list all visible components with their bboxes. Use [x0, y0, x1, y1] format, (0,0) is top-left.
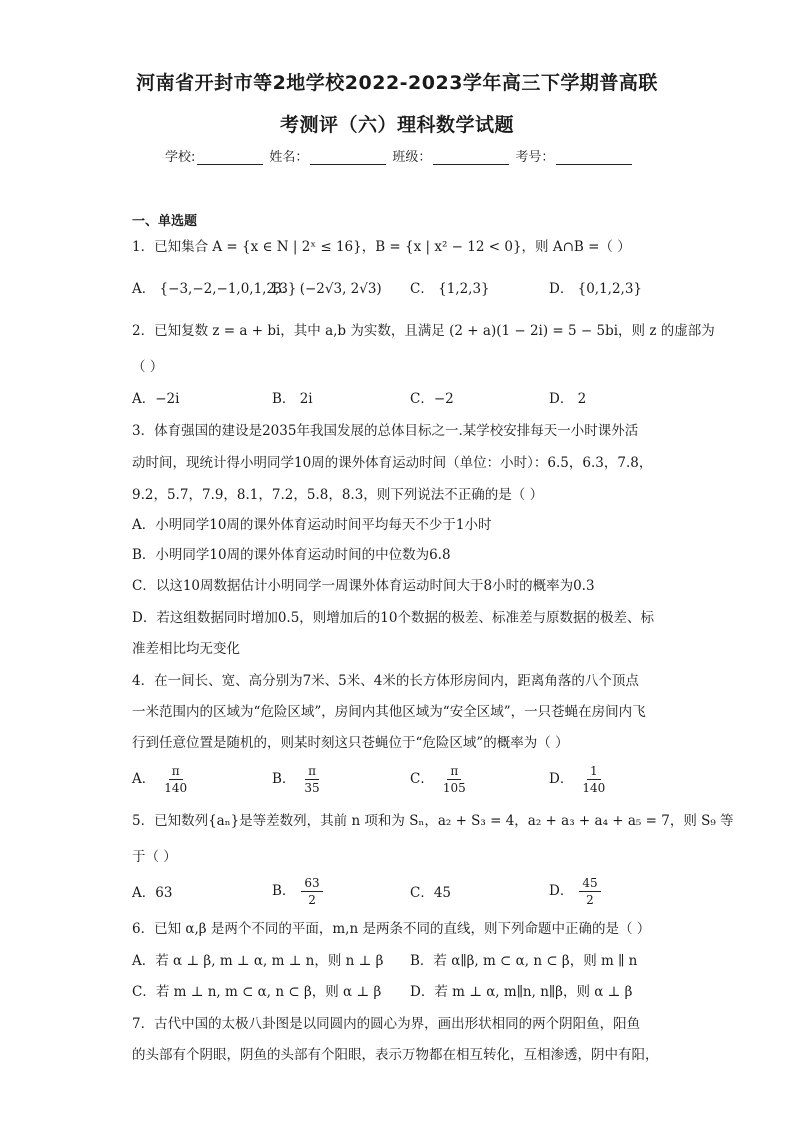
q7-stem-line-1: 7．古代中国的太极八卦图是以同圆内的圆心为界，画出形状相同的两个阴阳鱼，阳鱼 [132, 1016, 641, 1032]
q2-option-c: C．−2 [410, 391, 454, 407]
fraction-numerator: π [305, 764, 319, 780]
name-blank[interactable] [310, 150, 386, 165]
q4-option-a [132, 764, 190, 795]
q4-option-b [272, 764, 323, 795]
q2-option-a: A．−2i [132, 391, 180, 407]
fraction-denominator: 2 [308, 893, 316, 907]
q3-option-b: B．小明同学10周的课外体育运动时间的中位数为6.8 [132, 547, 451, 563]
fraction-numerator: 45 [579, 876, 600, 892]
q5-option-b-fraction [301, 876, 322, 907]
number-label: 考号： [515, 150, 555, 165]
q5-option-d-label: D． [549, 883, 574, 899]
school-blank[interactable] [197, 150, 263, 165]
fraction-denominator: 105 [442, 781, 466, 795]
q4-stem-line-1: 4．在一间长、宽、高分别为7米、5米、4米的长方体形房间内，距离角落的八个顶点 [132, 673, 639, 689]
q5-option-b-label: B． [272, 883, 296, 899]
q5-option-d-fraction [579, 876, 600, 907]
q5-option-d [549, 876, 601, 907]
school-field [165, 146, 263, 165]
fraction-denominator: 2 [586, 893, 594, 907]
q7-stem-line-2: 的头部有个阴眼，阴鱼的头部有个阳眼，表示万物都在相互转化，互相渗透，阴中有阳， [132, 1047, 659, 1063]
q2-option-d: D． 2 [549, 391, 587, 407]
fraction-numerator: π [169, 764, 183, 780]
fraction-denominator: 140 [164, 781, 188, 795]
q2-option-b: B． 2i [272, 391, 313, 407]
q6-option-c: C．若 m ⊥ n, m ⊂ α, n ⊂ β，则 α ⊥ β [132, 984, 382, 1000]
q6-option-a: A．若 α ⊥ β, m ⊥ α, m ⊥ n，则 n ⊥ β [132, 953, 384, 969]
q3-option-a: A．小明同学10周的课外体育运动时间平均每天不少于1小时 [132, 517, 492, 533]
q1-option-a: A． {−3,−2,−1,0,1,2,3} [132, 281, 297, 297]
q2-stem-line-1: 2．已知复数 z = a + bi，其中 a,b 为实数，且满足 (2 + a)(1 − 2i) = 5 − 5bi，则 z 的虚部为 [132, 323, 715, 339]
q4-option-d-label: D． [549, 771, 574, 787]
school-label: 学校: [165, 150, 196, 165]
q4-option-b-fraction [301, 764, 322, 795]
class-label: 班级： [392, 150, 432, 165]
class-field [392, 146, 509, 165]
q2-stem-line-2: （ ） [132, 359, 164, 375]
class-blank[interactable] [433, 150, 509, 165]
q4-option-b-label: B． [272, 771, 296, 787]
q5-option-b [272, 876, 323, 907]
q1-option-d: D． {0,1,2,3} [549, 281, 643, 297]
q4-option-d [549, 764, 608, 795]
page-title-line-1: 河南省开封市等2地学校2022-2023学年高三下学期普高联 [136, 72, 658, 94]
q6-stem: 6．已知 α,β 是两个不同的平面，m,n 是两条不同的直线，则下列命题中正确的是（ ） [132, 921, 651, 937]
fraction-numerator: 1 [587, 764, 601, 780]
q5-option-c: C．45 [410, 885, 452, 901]
q1-option-b: B． (−2√3, 2√3) [272, 281, 382, 297]
fraction-numerator: π [447, 764, 461, 780]
name-field [269, 146, 386, 165]
q1-stem: 1．已知集合 A = {x ∈ N | 2ˣ ≤ 16}，B = {x | x² − 12 < 0}，则 A∩B =（ ） [132, 239, 631, 255]
q3-stem-line-1: 3．体育强国的建设是2035年我国发展的总体目标之一.某学校安排每天一小时课外活 [132, 423, 639, 439]
q4-option-c-fraction [440, 764, 469, 795]
q5-stem-line-1: 5．已知数列{aₙ}是等差数列，其前 n 项和为 Sₙ，a₂ + S₃ = 4，a₂ + a₃ + a₄ + a₅ = 7，则 S₉ 等 [132, 813, 734, 829]
fraction-denominator: 35 [304, 781, 320, 795]
name-label: 姓名： [269, 150, 309, 165]
q3-stem-line-3: 9.2，5.7，7.9，8.1，7.2，5.8，8.3，则下列说法不正确的是（ ） [132, 487, 544, 503]
section-heading: 一、单选题 [132, 214, 198, 229]
q4-option-a-label: A． [132, 771, 156, 787]
q5-option-a: A．63 [132, 885, 173, 901]
fraction-denominator: 140 [582, 781, 606, 795]
q4-stem-line-3: 行到任意位置是随机的，则某时刻这只苍蝇位于“危险区域”的概率为（ ） [132, 735, 569, 751]
number-blank[interactable] [556, 150, 632, 165]
page-title-line-2: 考测评（六）理科数学试题 [279, 114, 514, 136]
q4-option-c [410, 764, 469, 795]
q6-option-b: B．若 α∥β, m ⊂ α, n ⊂ β，则 m ∥ n [410, 953, 638, 969]
q4-option-a-fraction [161, 764, 190, 795]
q4-stem-line-2: 一米范围内的区域为“危险区域”，房间内其他区域为“安全区域”，一只苍蝇在房间内飞 [132, 704, 646, 720]
q3-option-c: C．以这10周数据估计小明同学一周课外体育运动时间大于8小时的概率为0.3 [132, 578, 595, 594]
q3-option-d-line-1: D．若这组数据同时增加0.5，则增加后的10个数据的极差、标准差与原数据的极差、标 [132, 610, 654, 626]
q3-stem-line-2: 动时间，现统计得小明同学10周的课外体育运动时间（单位：小时）：6.5，6.3，7.8， [132, 455, 653, 471]
number-field [515, 146, 632, 165]
q4-option-c-label: C． [410, 771, 434, 787]
q1-option-c: C． {1,2,3} [410, 281, 490, 297]
fraction-numerator: 63 [301, 876, 322, 892]
q6-option-d: D．若 m ⊥ α, m∥n, n∥β，则 α ⊥ β [410, 984, 633, 1000]
q3-option-d-line-2: 准差相比均无变化 [132, 641, 240, 657]
student-info-row [165, 146, 638, 165]
q4-option-d-fraction [579, 764, 608, 795]
q5-stem-line-2: 于（ ） [132, 849, 177, 865]
